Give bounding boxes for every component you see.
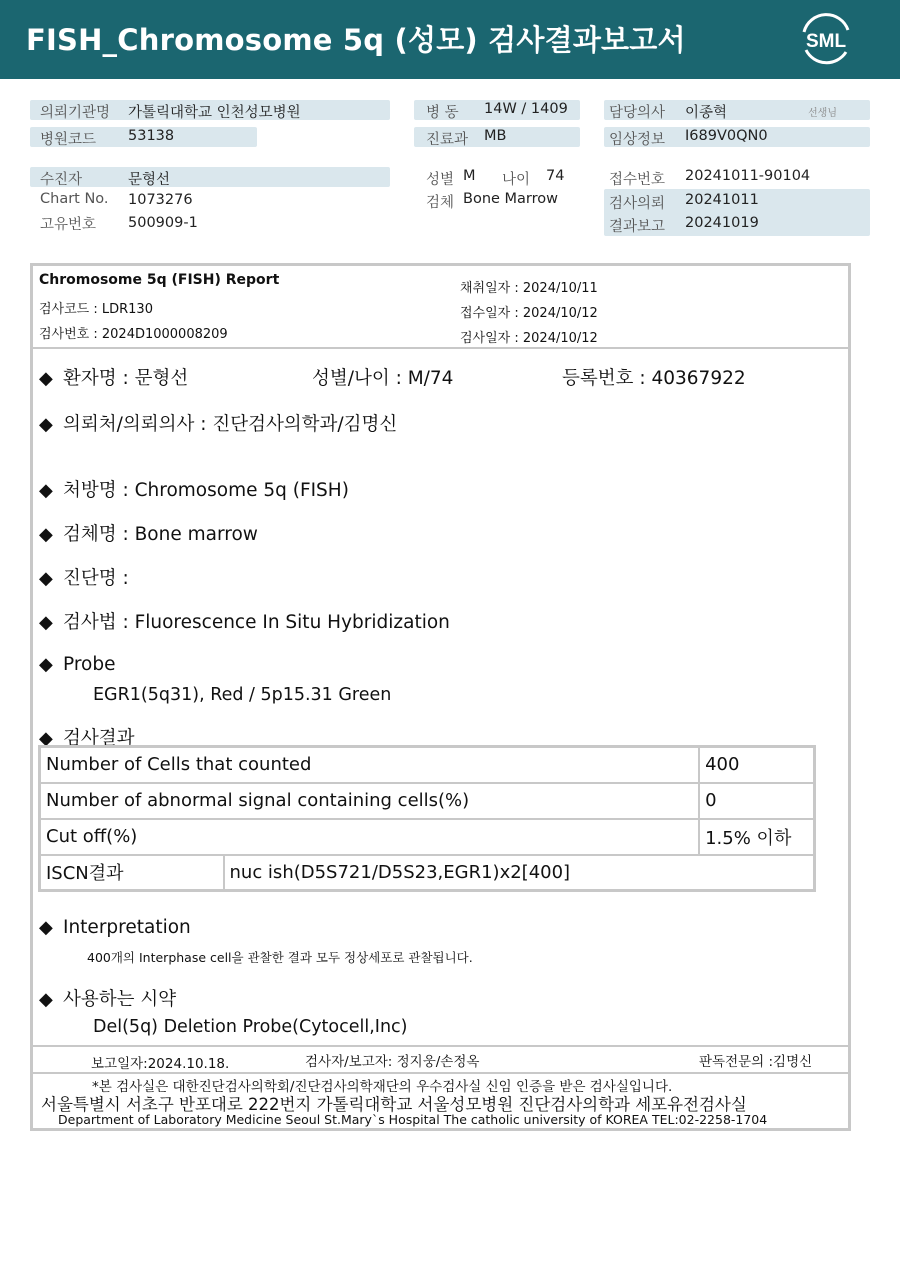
receipt-value: 20241011-90104 xyxy=(685,168,811,184)
report-header xyxy=(33,266,848,349)
diamond-icon: ◆ xyxy=(39,524,53,545)
divider xyxy=(33,1045,848,1047)
ward-label: 병 동 xyxy=(426,105,459,121)
dept-label: 진료과 xyxy=(426,132,469,148)
sex-age: 성별/나이 : M/74 xyxy=(312,368,454,389)
page-title: FISH_Chromosome 5q (성모) 검사결과보고서 xyxy=(26,23,686,57)
iscn-value: nuc ish(D5S721/D5S23,EGR1)x2[400] xyxy=(224,855,815,891)
result-table xyxy=(38,745,816,892)
registration-number: 등록번호 : 40367922 xyxy=(562,368,746,389)
diamond-icon: ◆ xyxy=(39,414,53,435)
result-title: ◆ 검사결과 xyxy=(39,728,135,749)
request-value: 20241011 xyxy=(685,192,759,208)
diamond-icon: ◆ xyxy=(39,654,53,675)
report-date: 보고일자:2024.10.18. xyxy=(91,1056,230,1072)
header-bar xyxy=(0,0,900,79)
probe-title: ◆ Probe xyxy=(39,654,116,675)
reader: 판독전문의 :김명신 xyxy=(699,1054,813,1070)
collect-date: 채취일자 : 2024/10/11 xyxy=(460,281,598,296)
interpretation-title: ◆ Interpretation xyxy=(39,917,191,938)
probe-value: EGR1(5q31), Red / 5p15.31 Green xyxy=(93,685,392,705)
examiner: 검사자/보고자: 정지웅/손정옥 xyxy=(305,1054,480,1070)
patient-line: ◆ 환자명 : 문형선 xyxy=(39,368,189,389)
chart-label: Chart No. xyxy=(40,191,109,207)
iscn-label: ISCN결과 xyxy=(40,855,224,891)
diamond-icon: ◆ xyxy=(39,917,53,938)
row-value: 400 xyxy=(699,747,814,783)
report-title: Chromosome 5q (FISH) Report xyxy=(39,272,280,288)
reagent-title: ◆ 사용하는 시약 xyxy=(39,989,177,1010)
uid-value: 500909-1 xyxy=(128,215,198,231)
row-label: Number of abnormal signal containing cells(%) xyxy=(40,783,700,819)
hospital-value: 가톨릭대학교 인천성모병원 xyxy=(128,105,301,121)
address-english: Department of Laboratory Medicine Seoul St.Mary`s Hospital The catholic university of KOREA TEL:02-2258-1704 xyxy=(58,1112,768,1127)
table-row xyxy=(40,783,815,819)
address-korean: 서울특별시 서초구 반포대로 222번지 가톨릭대학교 서울성모병원 진단검사의학과 세포유전검사실 xyxy=(41,1095,747,1114)
hospital-label: 의뢰기관명 xyxy=(40,105,111,121)
method-line: ◆ 검사법 : Fluorescence In Situ Hybridization xyxy=(39,612,450,633)
interpretation-text: 400개의 Interphase cell을 관찰한 결과 모두 정상세포로 관찰됩니다. xyxy=(87,950,473,965)
ward-value: 14W / 1409 xyxy=(484,101,568,117)
code-label: 병원코드 xyxy=(40,132,97,148)
order-line: ◆ 처방명 : Chromosome 5q (FISH) xyxy=(39,480,349,501)
age-label: 나이 xyxy=(502,172,531,188)
diagnosis-line: ◆ 진단명 : xyxy=(39,568,129,589)
certification-note: *본 검사실은 대한진단검사의학회/진단검사의학재단의 우수검사실 신임 인증을 받은 검사실입니다. xyxy=(92,1079,673,1095)
code-value: 53138 xyxy=(128,128,175,144)
diamond-icon: ◆ xyxy=(39,480,53,501)
clinical-value: I689V0QN0 xyxy=(685,128,768,144)
table-row xyxy=(40,855,815,891)
diamond-icon: ◆ xyxy=(39,612,53,633)
doctor-label: 담당의사 xyxy=(609,105,666,121)
sex-label: 성별 xyxy=(426,172,455,188)
chart-value: 1073276 xyxy=(128,192,193,208)
table-row xyxy=(40,819,815,855)
uid-label: 고유번호 xyxy=(40,217,97,233)
row-label: Number of Cells that counted xyxy=(40,747,700,783)
sml-logo xyxy=(798,12,854,66)
sex-value: M xyxy=(463,168,476,184)
request-label: 검사의뢰 xyxy=(609,196,666,212)
row-value: 0 xyxy=(699,783,814,819)
dept-value: MB xyxy=(484,128,507,144)
specimen-line: ◆ 검체명 : Bone marrow xyxy=(39,524,258,545)
patient-value: 문형선 xyxy=(128,172,171,188)
row-label: Cut off(%) xyxy=(40,819,700,855)
test-date: 검사일자 : 2024/10/12 xyxy=(460,331,598,346)
test-code: 검사코드 : LDR130 xyxy=(39,302,153,317)
requester-line: ◆ 의뢰처/의뢰의사 : 진단검사의학과/김명신 xyxy=(39,414,398,435)
divider xyxy=(33,1072,848,1074)
svg-text:SML: SML xyxy=(805,31,847,52)
diamond-icon: ◆ xyxy=(39,368,53,389)
table-row xyxy=(40,747,815,783)
report-box xyxy=(30,263,851,1131)
specimen-value: Bone Marrow xyxy=(463,191,559,207)
result-label: 결과보고 xyxy=(609,219,666,235)
receipt-label: 접수번호 xyxy=(609,172,666,188)
diamond-icon: ◆ xyxy=(39,568,53,589)
row-value: 1.5% 이하 xyxy=(699,819,814,855)
diamond-icon: ◆ xyxy=(39,728,53,749)
doctor-suffix: 선생님 xyxy=(808,108,837,119)
clinical-label: 임상정보 xyxy=(609,132,666,148)
test-number: 검사번호 : 2024D1000008209 xyxy=(39,327,228,342)
result-value: 20241019 xyxy=(685,215,759,231)
age-value: 74 xyxy=(546,168,565,184)
receive-date: 접수일자 : 2024/10/12 xyxy=(460,306,598,321)
diamond-icon: ◆ xyxy=(39,989,53,1010)
doctor-value: 이종혁 xyxy=(685,105,728,121)
reagent-value: Del(5q) Deletion Probe(Cytocell,Inc) xyxy=(93,1017,408,1037)
specimen-label: 검체 xyxy=(426,195,455,211)
patient-label: 수진자 xyxy=(40,172,83,188)
